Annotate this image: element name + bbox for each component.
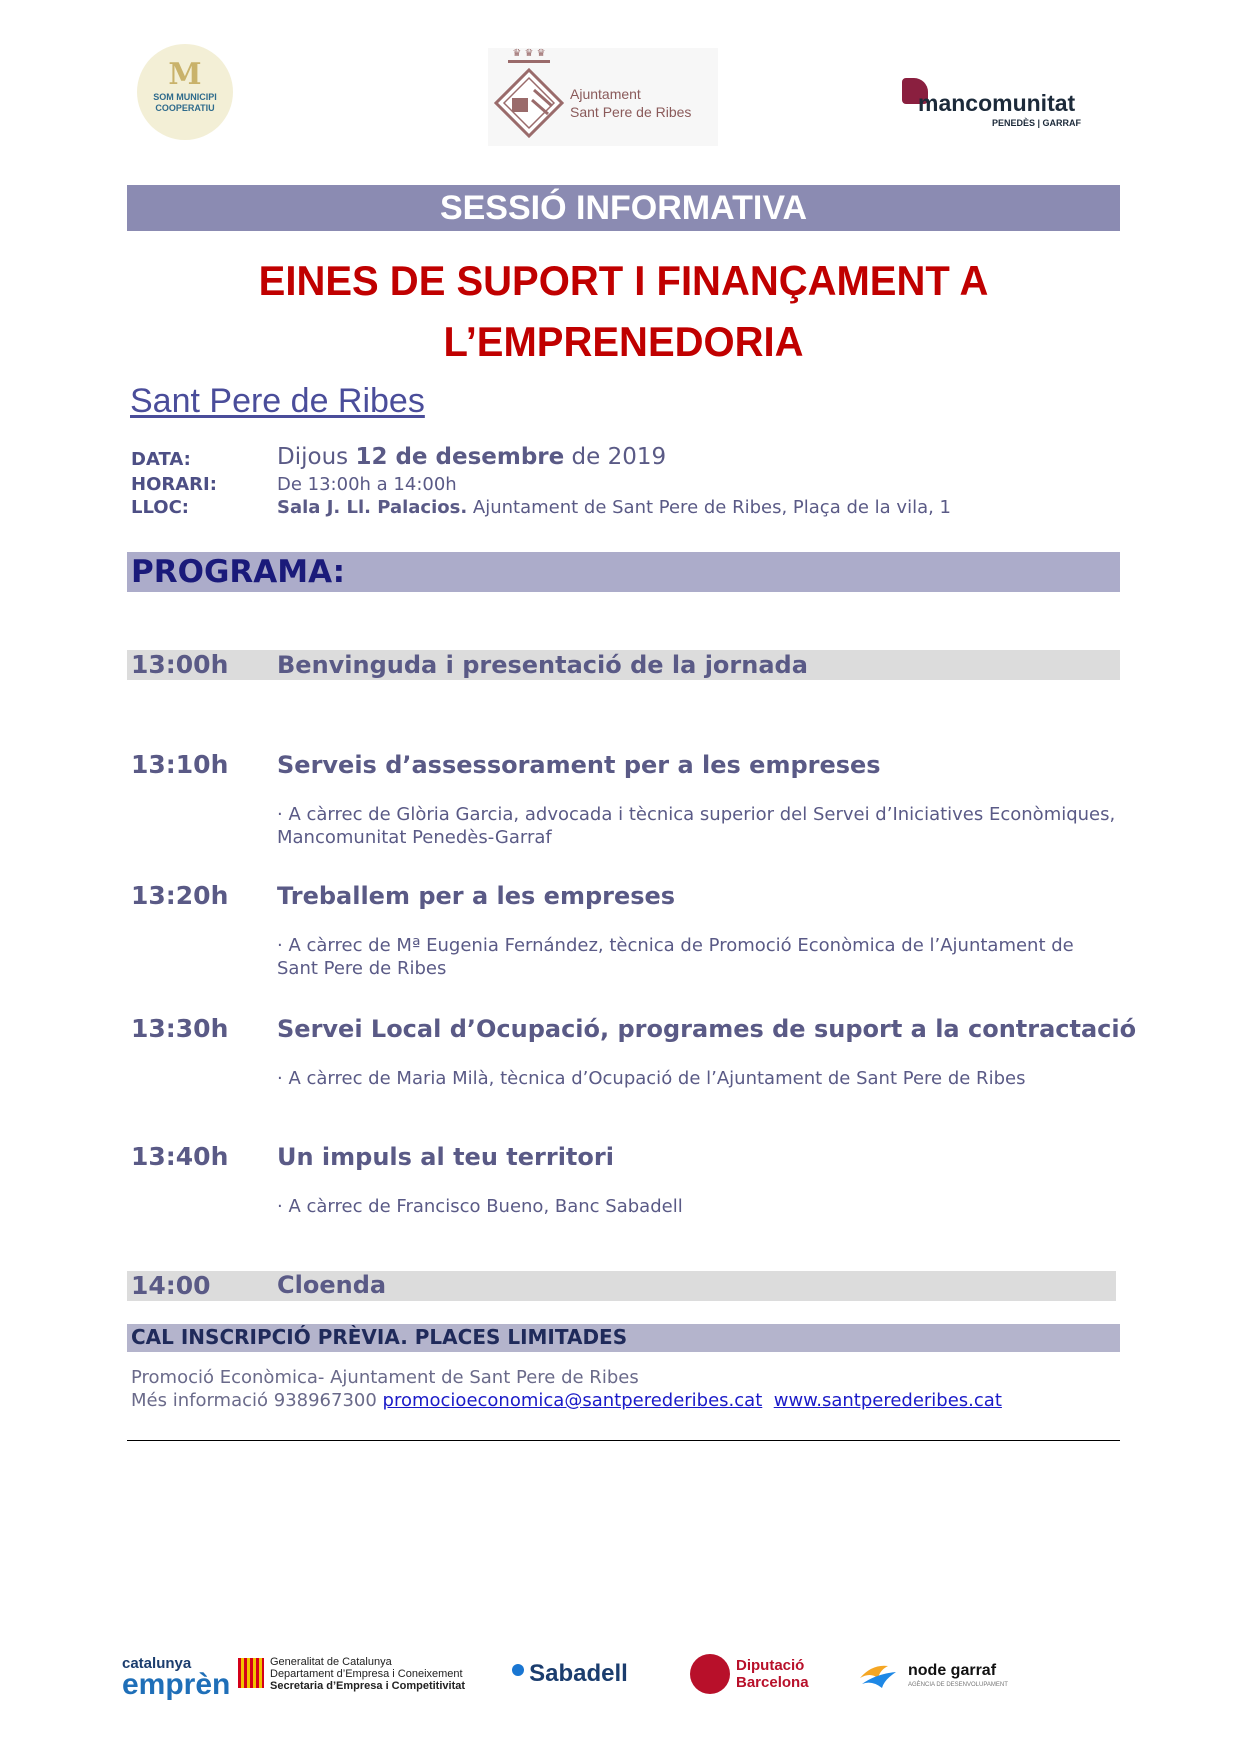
sabadell-logo	[512, 1660, 628, 1688]
lloc-value	[277, 497, 951, 518]
speaker-text: · A càrrec de Maria Milà, tècnica d’Ocupació de l’Ajuntament de Sant Pere de Ribes	[277, 1068, 1026, 1089]
location-heading: Sant Pere de Ribes	[130, 382, 425, 420]
title-line-2: L’EMPRENEDORIA	[443, 319, 804, 366]
catalunya-text: catalunya	[122, 1655, 192, 1672]
time-label: 13:30h	[131, 1014, 229, 1043]
time-label: 14:00	[131, 1271, 211, 1300]
topic-title: Treballem per a les empreses	[277, 882, 676, 910]
node-garraf-subtitle: AGÈNCIA DE DESENVOLUPAMENT	[908, 1682, 1008, 1688]
phone-text: Més informació 938967300	[131, 1390, 383, 1411]
time-label: 13:00h	[131, 650, 229, 679]
email-link[interactable]: promocioeconomica@santperederibes.cat	[382, 1390, 763, 1411]
title-line-1: EINES DE SUPORT I FINANÇAMENT A	[258, 258, 989, 305]
catalunya-empren-logo	[122, 1656, 230, 1699]
organizer-line: Promoció Econòmica- Ajuntament de Sant Pere de Ribes	[131, 1367, 639, 1388]
topic-title: Servei Local d’Ocupació, programes de suport a la contractació	[277, 1015, 1137, 1043]
node-garraf-swirl-icon	[858, 1656, 898, 1692]
shield-diamond-icon	[494, 68, 564, 138]
lloc-text: Ajuntament de Sant Pere de Ribes, Plaça de la vila, 1	[467, 497, 952, 518]
website-link[interactable]: www.santperederibes.cat	[773, 1390, 1002, 1411]
diputacio-text: Diputació	[736, 1657, 805, 1674]
ajuntament-text: Ajuntament	[570, 86, 641, 102]
empren-text: emprèn	[122, 1668, 231, 1701]
generalitat-line-1: Generalitat de Catalunya	[270, 1656, 392, 1668]
network-m-icon: M	[168, 57, 202, 92]
time-label: 13:10h	[131, 750, 229, 779]
programa-header-bar	[127, 552, 1120, 592]
sabadell-dot-icon	[512, 1664, 524, 1676]
ajuntament-logo	[488, 48, 718, 146]
mancomunitat-name: mancomunitat	[918, 90, 1076, 116]
time-label: 13:20h	[131, 881, 229, 910]
date-bold: 12 de desembre	[355, 444, 565, 470]
topic-title: Cloenda	[277, 1271, 387, 1299]
topic-title: Benvinguda i presentació de la jornada	[277, 651, 808, 679]
horari-label: HORARI:	[131, 474, 217, 495]
node-garraf-logo	[858, 1652, 1008, 1696]
crown-icon: ♛ ♛ ♛	[508, 50, 550, 63]
sabadell-text: Sabadell	[529, 1660, 628, 1687]
page-title	[127, 251, 1120, 373]
speaker-text: · A càrrec de Mª Eugenia Fernández, tècnica de Promoció Econòmica de l’Ajuntament de Sant Pere de Ribes	[277, 935, 1074, 979]
barcelona-text: Barcelona	[736, 1674, 809, 1691]
generalitat-line-2: Departament d’Empresa i Coneixement	[270, 1668, 463, 1680]
registration-notice-bar	[127, 1324, 1120, 1352]
cooperatiu-text: COOPERATIU	[155, 103, 215, 113]
programa-label: PROGRAMA:	[131, 554, 346, 590]
sant-pere-de-ribes-text: Sant Pere de Ribes	[570, 104, 692, 120]
topic-title: Un impuls al teu territori	[277, 1143, 614, 1171]
diputacio-seal-icon	[690, 1654, 730, 1694]
date-suffix: de 2019	[564, 444, 667, 470]
date-value	[277, 444, 666, 470]
row-highlight	[127, 1271, 1116, 1301]
session-header-bar: SESSIÓ INFORMATIVA	[127, 185, 1120, 231]
lloc-bold: Sala J. Ll. Palacios.	[277, 497, 468, 518]
senyera-icon	[238, 1658, 264, 1688]
som-municipi-cooperatiu-logo	[137, 44, 233, 140]
node-garraf-text: node garraf	[908, 1662, 997, 1679]
som-municipi-text: SOM MUNICIPI	[153, 92, 217, 102]
time-label: 13:40h	[131, 1142, 229, 1171]
horari-value: De 13:00h a 14:00h	[277, 474, 457, 495]
topic-title: Serveis d’assessorament per a les empreses	[277, 751, 881, 779]
mancomunitat-sub: PENEDÈS | GARRAF	[992, 118, 1082, 128]
data-label: DATA:	[131, 449, 191, 470]
generalitat-logo	[238, 1656, 468, 1696]
divider-line	[127, 1440, 1120, 1441]
date-prefix: Dijous	[277, 444, 356, 470]
registration-notice: CAL INSCRIPCIÓ PRÈVIA. PLACES LIMITADES	[131, 1325, 628, 1349]
generalitat-line-3: Secretaria d’Empresa i Competitivitat	[270, 1680, 466, 1692]
mancomunitat-logo	[902, 78, 1082, 128]
speaker-text: · A càrrec de Glòria Garcia, advocada i tècnica superior del Servei d’Iniciatives Econòmiques, Mancomunitat Penedès-Garraf	[277, 804, 1116, 848]
contact-info-line	[131, 1390, 1002, 1411]
speaker-text: · A càrrec de Francisco Bueno, Banc Sabadell	[277, 1196, 683, 1217]
lloc-label: LLOC:	[131, 497, 190, 518]
